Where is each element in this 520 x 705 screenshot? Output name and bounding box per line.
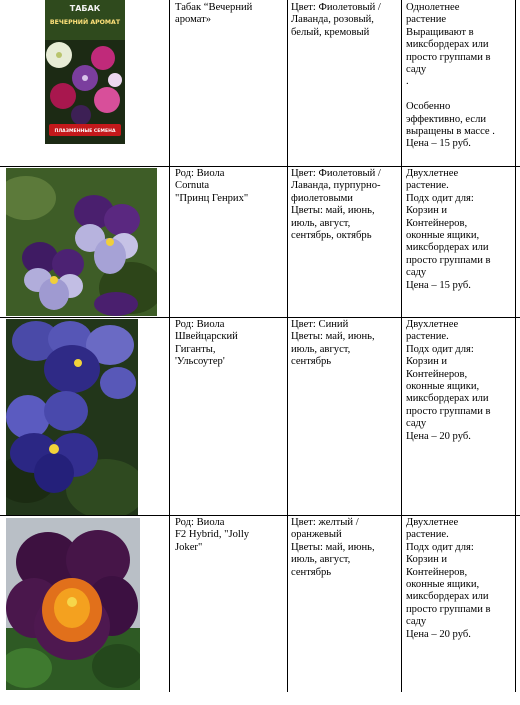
row-4-description-cell: Двухлетнее растение. Подх одит для: Корзин и Контейнеров, оконные ящики, миксбордерах или просто группами в саду Цена – 20 руб. [406,517,491,640]
row-3-description-cell: Двухлетнее растение. Подх одит для: Корзин и Контейнеров, оконные ящики, миксбордерах или просто группами в саду Цена – 20 руб. [406,319,491,442]
row-1-name-cell: Табак “Вечерний аромат» [175,2,253,26]
row-divider-1 [0,166,520,167]
row-divider-2 [0,317,520,318]
row-2-description-cell: Двухлетнее растение. Подх одит для: Корзин и Контейнеров, оконные ящики, миксбордерах или просто группами в саду Цена – 15 руб. [406,168,491,291]
row-divider-3 [0,515,520,516]
table-right-border [515,0,516,692]
packet-badge: ПЛАЗМЕННЫЕ СЕМЕНА [54,129,116,134]
viola-swiss-giants-photo [6,319,138,515]
viola-jolly-joker-photo [6,518,140,690]
packet-title: ВЕЧЕРНИЙ АРОМАТ [49,19,121,26]
row-1-description-cell: Однолетнее растение Выращивают в миксбордерах или просто группами в саду . Особенно эффективно, если выращены в массе . Цена – 15 руб. [406,2,495,150]
tobacco-seed-packet-image [45,0,125,144]
packet-brand: ТАБАК [69,4,101,13]
column-divider-2 [287,0,288,692]
row-4-color-cell: Цвет: желтый / оранжевый Цветы: май, июнь, июль, август, сентябрь [291,517,375,578]
row-2-color-cell: Цвет: Фиолетовый / Лаванда, пурпурно- фиолетовыми Цветы: май, июнь, июль, август, сентябрь, октябрь [291,168,381,242]
column-divider-3 [401,0,402,692]
row-4-name-cell: Род: Виола F2 Hybrid, "Jolly Joker" [175,517,250,553]
row-2-name-cell: Род: Виола Cornuta "Принц Генрих" [175,168,249,204]
row-3-color-cell: Цвет: Синий Цветы: май, июнь, июль, август, сентябрь [291,319,375,368]
row-1-color-cell: Цвет: Фиолетовый / Лаванда, розовый, белый, кремовый [291,2,381,38]
row-3-name-cell: Род: Виола Швейцарский Гиганты, 'Ульсоутер' [175,319,238,368]
viola-cornuta-photo [6,168,157,316]
column-divider-1 [169,0,170,692]
